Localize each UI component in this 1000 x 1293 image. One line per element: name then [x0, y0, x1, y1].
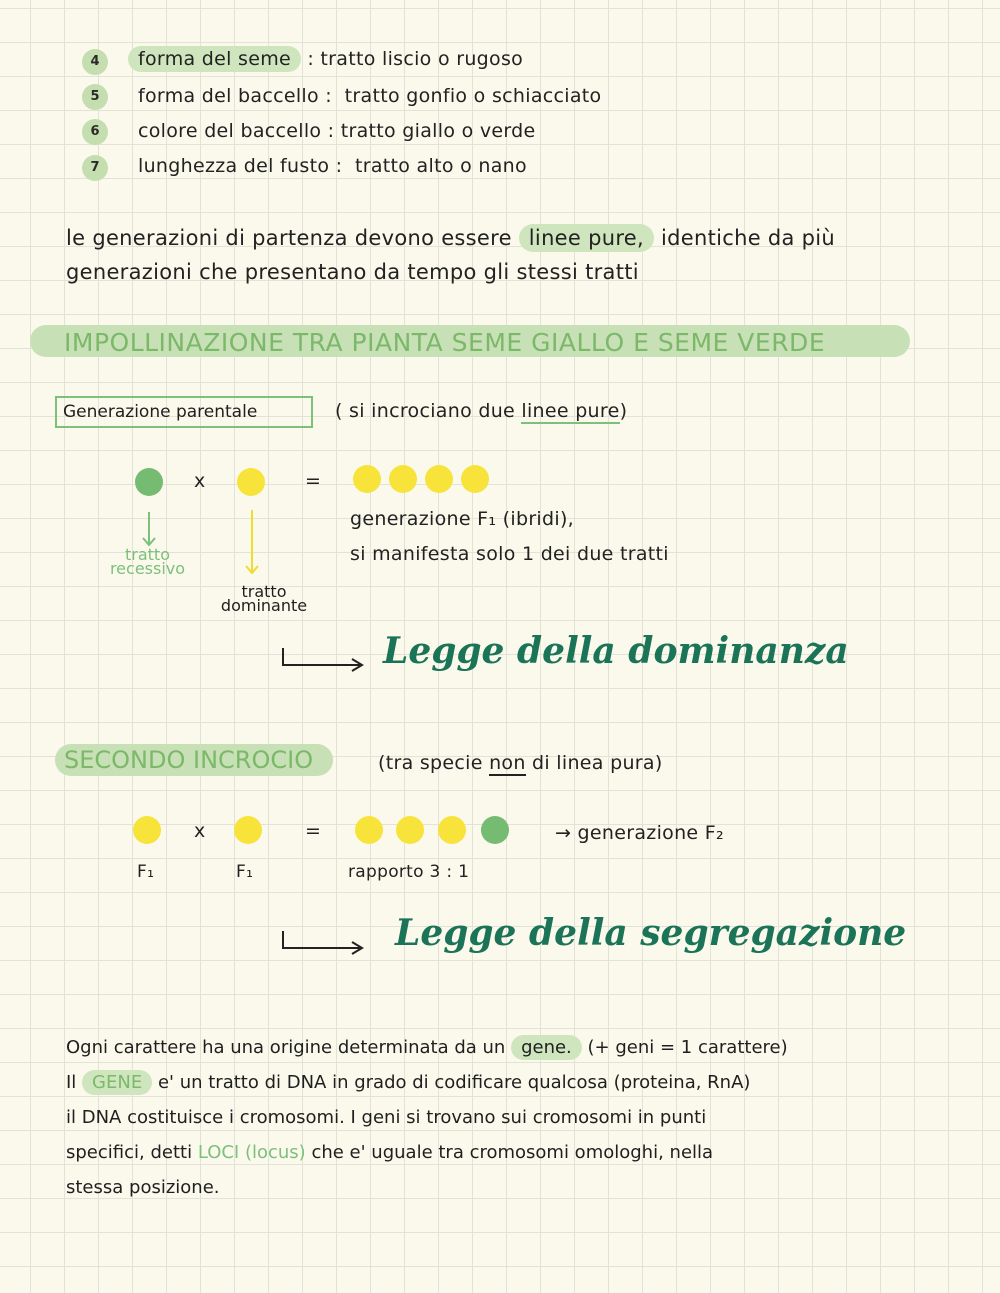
para-line-1 — [66, 1030, 788, 1065]
law-arrow-icon — [280, 645, 370, 675]
times-symbol: x — [194, 470, 206, 492]
f1-label: F₁ — [137, 862, 155, 882]
para-text: Ogni carattere ha una origine determinata da un — [66, 1037, 506, 1058]
recessive-arrow-icon — [139, 510, 159, 550]
f1-label: F₁ — [236, 862, 254, 882]
recessive-label: tratto recessivo — [109, 545, 186, 578]
note-underline: non — [489, 752, 526, 774]
yellow-seed-dot — [355, 816, 383, 844]
yellow-seed-dot — [396, 816, 424, 844]
equals-symbol: = — [305, 470, 322, 492]
dominant-label: tratto dominante — [220, 582, 308, 615]
note-text: di linea pura) — [532, 752, 663, 774]
green-seed-dot — [135, 468, 163, 496]
trait-name: lunghezza del fusto : — [138, 155, 343, 177]
trait-number: 6 — [82, 119, 108, 145]
yellow-seed-dot — [389, 465, 417, 493]
parental-note — [335, 400, 627, 422]
para-highlight: gene. — [511, 1035, 582, 1060]
yellow-seed-dot — [425, 465, 453, 493]
intro-line-2: generazioni che presentano da tempo gli stessi tratti — [66, 260, 639, 284]
trait-desc: tratto giallo o verde — [340, 120, 536, 142]
intro-highlight: linee pure, — [519, 224, 654, 252]
law-dominance: Legge della dominanza — [383, 630, 849, 672]
section-banner-title: IMPOLLINAZIONE TRA PIANTA SEME GIALLO E SEME VERDE — [64, 328, 826, 357]
trait-name: colore del baccello : — [138, 120, 335, 142]
para-text: (+ geni = 1 carattere) — [587, 1037, 788, 1058]
times-symbol: x — [194, 820, 206, 842]
trait-desc: : tratto liscio o rugoso — [307, 48, 524, 70]
para-text: che e' uguale tra cromosomi omologhi, nella — [311, 1142, 714, 1163]
note-text: (tra specie — [378, 752, 483, 774]
intro-line-1 — [66, 226, 835, 250]
ratio-label: rapporto 3 : 1 — [348, 862, 470, 882]
note-text: ) — [619, 400, 628, 422]
trait-name: forma del seme — [128, 46, 301, 72]
f2-label: → generazione F₂ — [555, 822, 724, 844]
trait-desc: tratto alto o nano — [354, 155, 527, 177]
yellow-seed-dot — [353, 465, 381, 493]
note-underline: linee pure — [521, 400, 620, 422]
f1-line-1: generazione F₁ (ibridi), — [350, 508, 575, 530]
green-seed-dot — [481, 816, 509, 844]
trait-item — [138, 120, 536, 142]
para-line-4 — [66, 1135, 713, 1170]
note-text: ( si incrociano due — [335, 400, 516, 422]
trait-name: forma del baccello : — [138, 85, 332, 107]
para-highlight: GENE — [82, 1070, 152, 1095]
law-arrow-icon — [280, 928, 370, 958]
law-segregation: Legge della segregazione — [395, 912, 907, 954]
trait-item — [128, 48, 523, 70]
para-text: Il — [66, 1072, 77, 1093]
yellow-seed-dot — [237, 468, 265, 496]
yellow-seed-dot — [461, 465, 489, 493]
parental-box: Generazione parentale — [55, 396, 313, 428]
intro-text: identiche da più — [660, 226, 836, 250]
para-text: e' un tratto di DNA in grado di codificare qualcosa (proteina, RnA) — [157, 1072, 751, 1093]
yellow-seed-dot — [234, 816, 262, 844]
dominant-arrow-icon — [242, 508, 262, 578]
para-line-3: il DNA costituisce i cromosomi. I geni si trovano sui cromosomi in punti — [66, 1107, 707, 1128]
equals-symbol: = — [305, 820, 322, 842]
trait-item — [138, 155, 527, 177]
trait-number: 7 — [82, 155, 108, 181]
para-line-5: stessa posizione. — [66, 1177, 220, 1198]
second-cross-title: SECONDO INCROCIO — [64, 746, 314, 774]
trait-desc: tratto gonfio o schiacciato — [344, 85, 602, 107]
trait-item — [138, 85, 601, 107]
para-text: specifici, detti — [66, 1142, 193, 1163]
f1-line-2: si manifesta solo 1 dei due tratti — [350, 543, 669, 565]
trait-number: 5 — [82, 84, 108, 110]
yellow-seed-dot — [438, 816, 466, 844]
second-cross-note — [378, 752, 663, 774]
para-green-term: LOCI (locus) — [197, 1142, 306, 1163]
para-line-2 — [66, 1065, 750, 1100]
trait-number: 4 — [82, 49, 108, 75]
yellow-seed-dot — [133, 816, 161, 844]
intro-text: le generazioni di partenza devono essere — [66, 226, 512, 250]
